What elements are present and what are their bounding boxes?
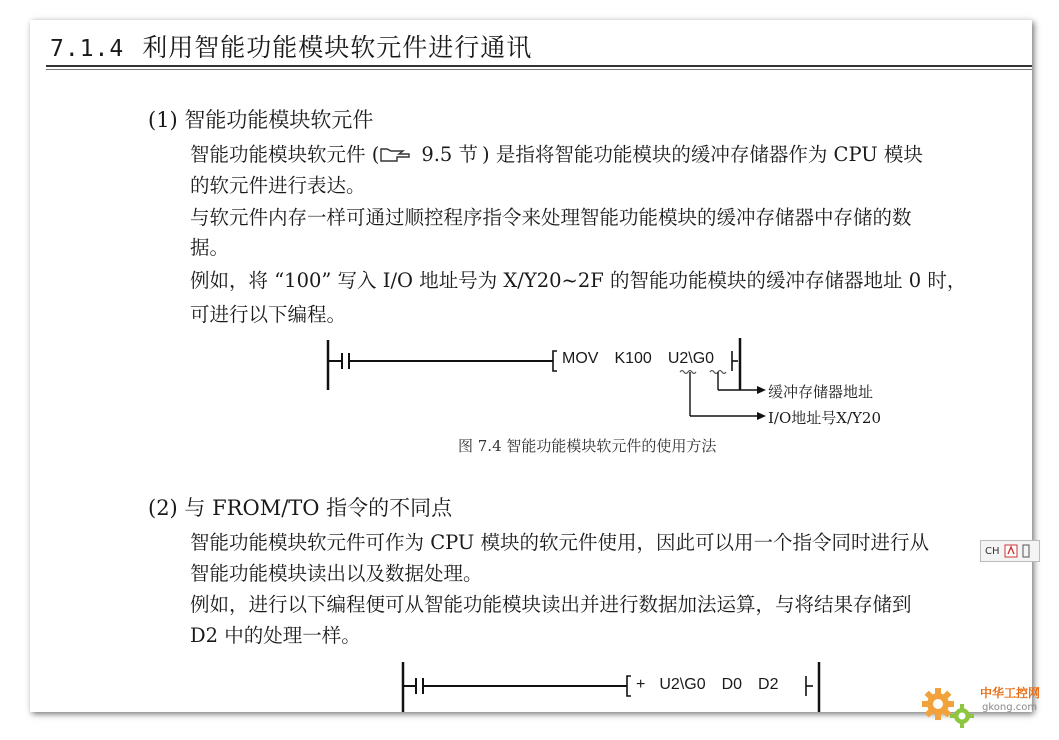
part1-line-0-after: ) 是指将智能功能模块的缓冲存储器作为 CPU 模块 bbox=[482, 143, 923, 166]
pointing-hand-icon bbox=[379, 146, 415, 164]
part1-line-0-before: 智能功能模块软元件 ( bbox=[190, 143, 380, 166]
gear-logo-icon bbox=[918, 680, 978, 736]
underline-g0 bbox=[710, 371, 726, 374]
part2-line-0: 智能功能模块软元件可作为 CPU 模块的软元件使用，因此可以用一个指令同时进行从 bbox=[190, 531, 930, 554]
section-number: 7.1.4 bbox=[50, 36, 125, 62]
part1-line-2: 与软元件内存一样可通过顺控程序指令来处理智能功能模块的缓冲存储器中存储的数 bbox=[190, 206, 912, 229]
part1-heading: (1) 智能功能模块软元件 bbox=[148, 108, 374, 132]
instruction-2-arg3: D2 bbox=[758, 676, 779, 693]
watermark bbox=[918, 680, 1058, 736]
watermark-text: 中华工控网 bbox=[980, 686, 1041, 700]
annotation-io-address: I/O地址号X/Y20 bbox=[768, 409, 881, 427]
instruction-bracket-left-2 bbox=[627, 676, 631, 696]
figure-caption-7-4: 图 7.4 智能功能模块软元件的使用方法 bbox=[458, 437, 717, 455]
instruction-2-arg2: D0 bbox=[721, 676, 743, 693]
instruction-2 bbox=[636, 676, 779, 694]
ime-language-label[interactable]: CH bbox=[985, 545, 1000, 557]
title-rule-thin bbox=[46, 69, 1032, 70]
part2-line-1: 智能功能模块读出以及数据处理。 bbox=[190, 562, 483, 585]
part1-line-5: 可进行以下编程。 bbox=[190, 303, 347, 326]
part1-line-0 bbox=[190, 139, 923, 167]
instruction-1 bbox=[562, 350, 714, 368]
instruction-1-dev-g: G0 bbox=[692, 350, 715, 367]
part2-line-3: D2 中的处理一样。 bbox=[190, 624, 361, 647]
ime-language-bar[interactable] bbox=[980, 540, 1040, 562]
part1-line-1: 的软元件进行表达。 bbox=[190, 174, 366, 197]
callout-arrow-io bbox=[757, 412, 766, 420]
ime-menu-icon[interactable] bbox=[1022, 544, 1030, 558]
part1-line-3: 据。 bbox=[190, 236, 230, 259]
instruction-2-op: + bbox=[636, 676, 646, 693]
ime-help-icon[interactable] bbox=[1004, 544, 1018, 558]
underline-u2 bbox=[680, 371, 696, 374]
instruction-2-arg1: U2\G0 bbox=[659, 676, 706, 693]
section-title bbox=[50, 28, 532, 64]
watermark-url: gkong.com bbox=[982, 702, 1038, 713]
part1-line-0-ref[interactable]: 9.5 节 bbox=[421, 143, 479, 166]
part2-heading: (2) 与 FROM/TO 指令的不同点 bbox=[148, 496, 453, 520]
instruction-1-op: MOV bbox=[562, 350, 599, 367]
part2-line-2: 例如，进行以下编程便可从智能功能模块读出并进行数据加法运算，与将结果存储到 bbox=[190, 593, 912, 616]
part1-line-4: 例如，将 “100” 写入 I/O 地址号为 X/Y20~2F 的智能功能模块的缓冲存储器地址 0 时， bbox=[190, 269, 967, 292]
instruction-1-dev-u: U2 bbox=[667, 350, 689, 367]
callout-arrow-buffer bbox=[757, 386, 766, 394]
instruction-1-arg1: K100 bbox=[614, 350, 652, 367]
document-page bbox=[30, 20, 1032, 712]
instruction-1-backslash: \ bbox=[688, 350, 693, 367]
annotation-buffer-address: 缓冲存储器地址 bbox=[768, 383, 874, 401]
section-title-text: 利用智能功能模块软元件进行通讯 bbox=[142, 33, 533, 62]
title-rule bbox=[46, 65, 1032, 67]
instruction-bracket-left-1 bbox=[553, 351, 557, 371]
